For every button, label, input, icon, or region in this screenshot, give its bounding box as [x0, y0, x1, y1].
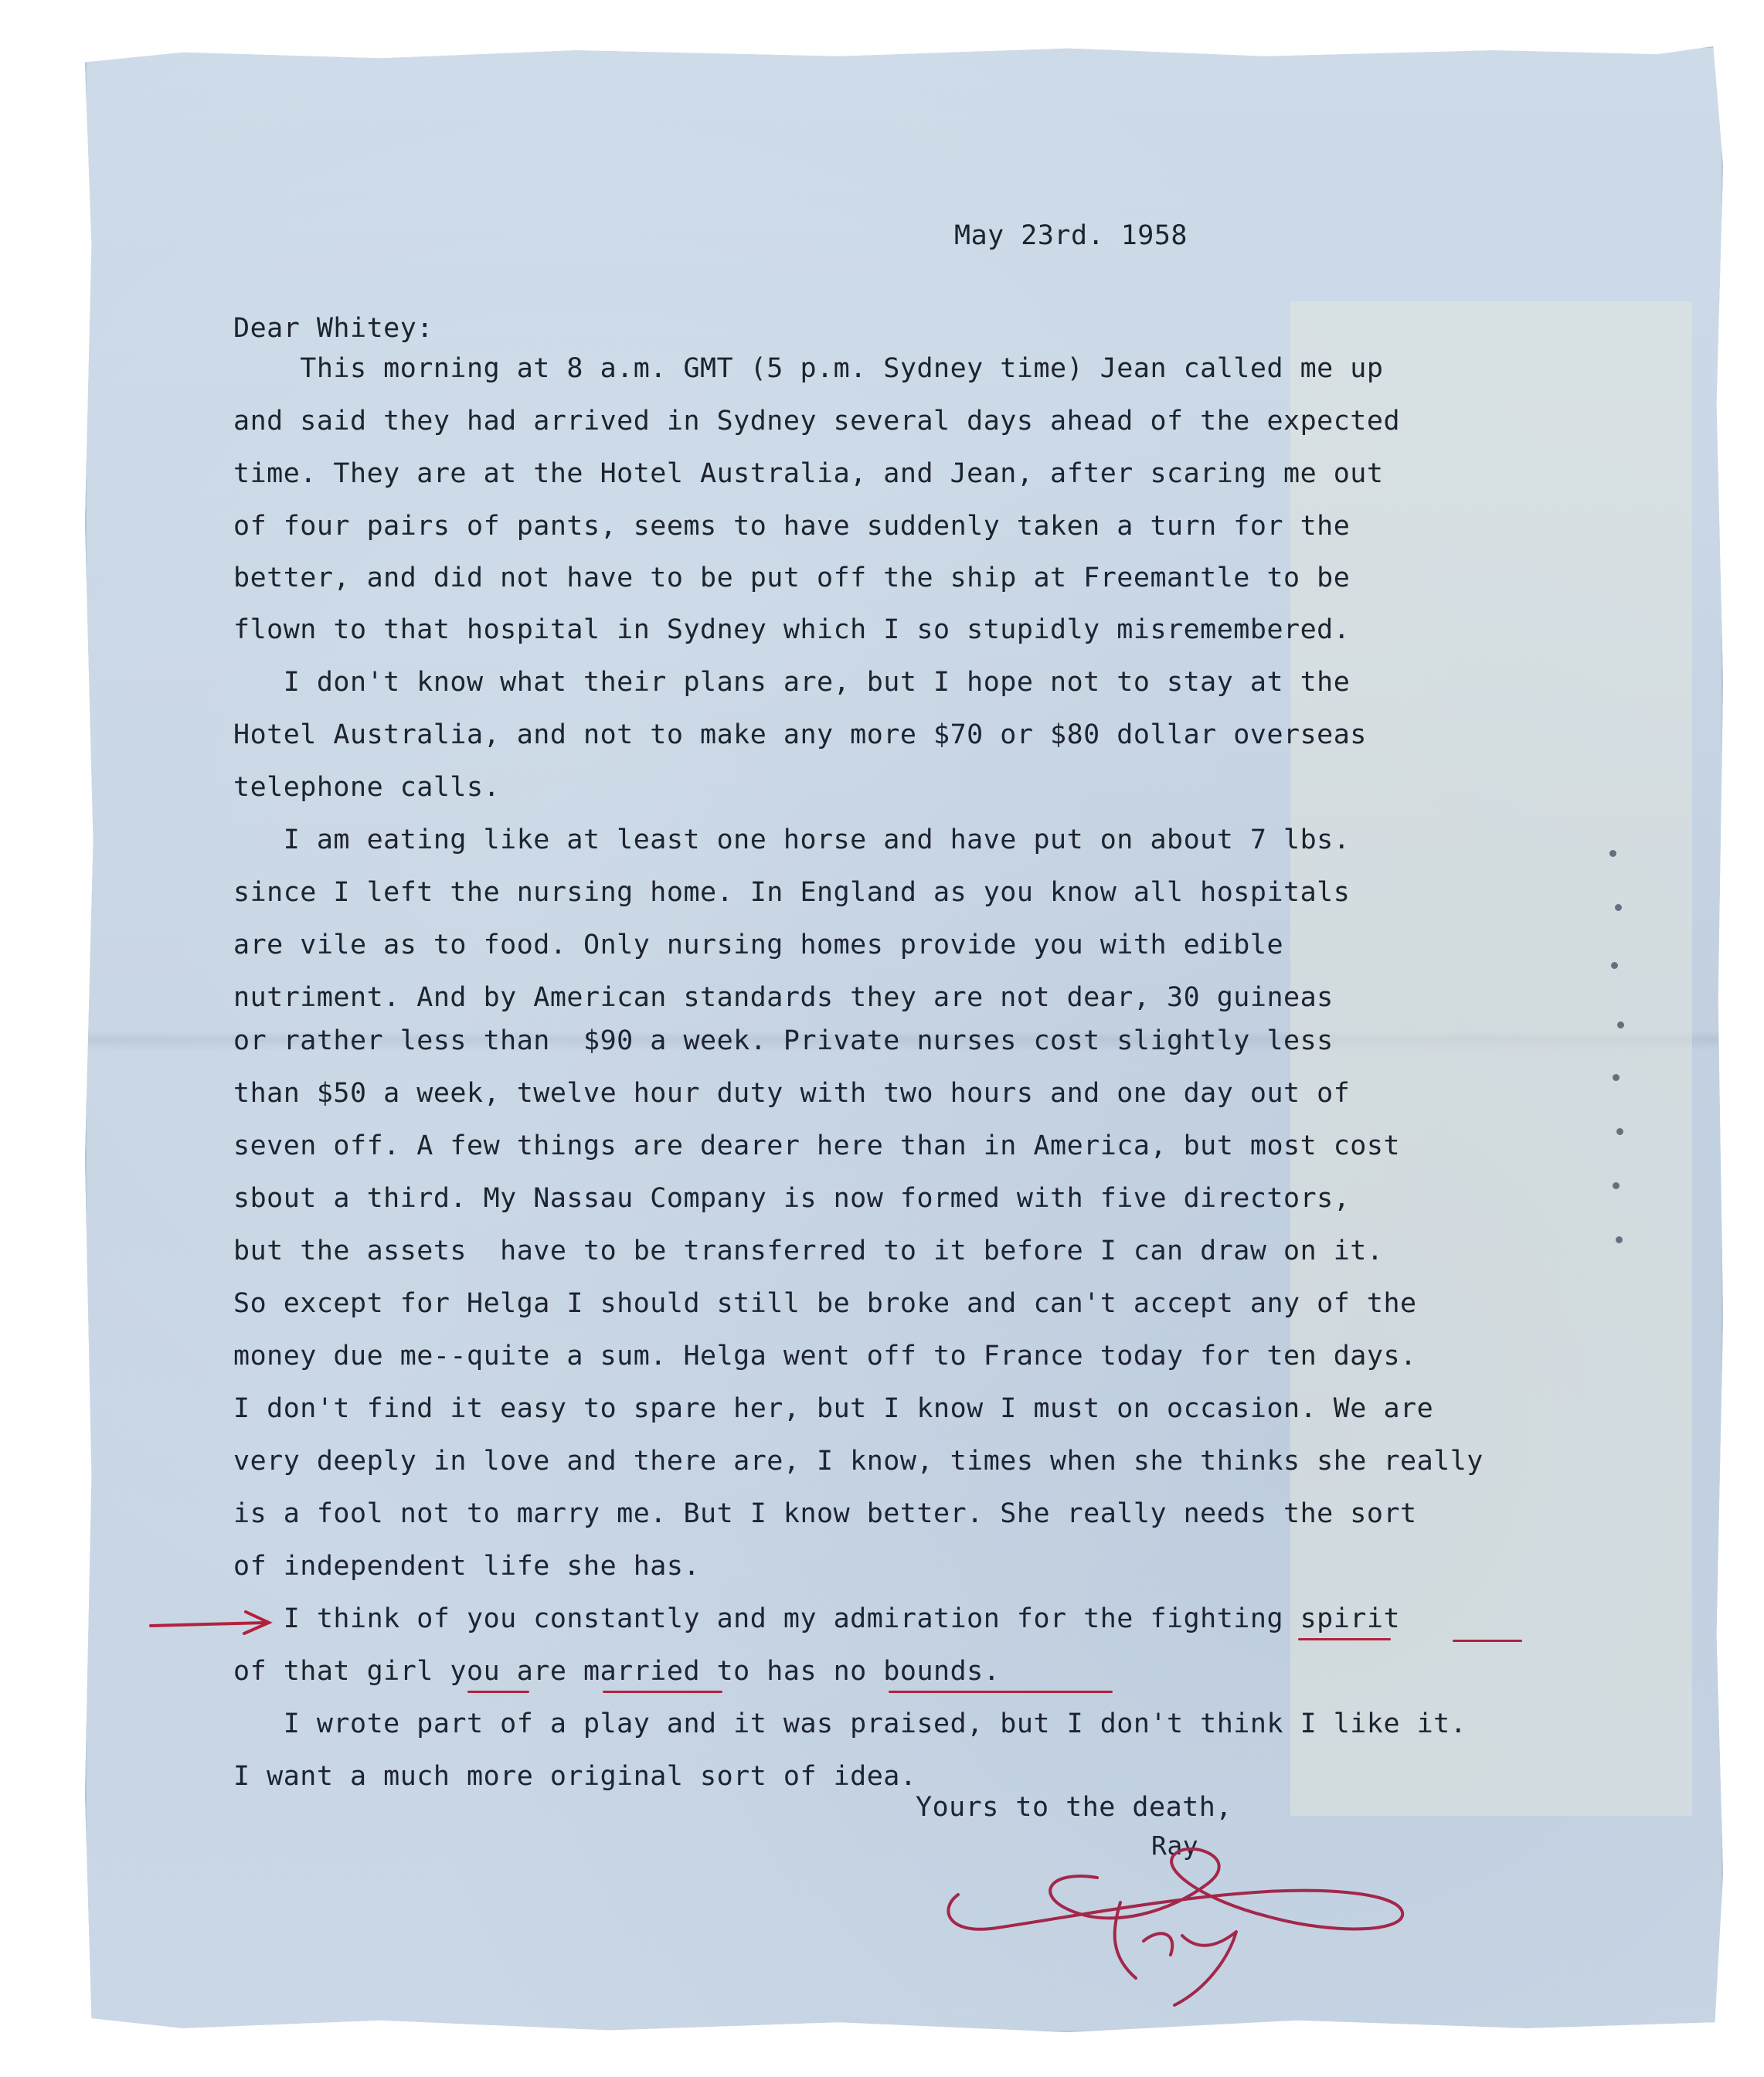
- body-line: very deeply in love and there are, I know, times when she thinks she really: [233, 1446, 1484, 1477]
- body-line: than $50 a week, twelve hour duty with two hours and one day out of: [233, 1078, 1351, 1109]
- body-line: nutriment. And by American standards they are not dear, 30 guineas: [233, 982, 1334, 1013]
- body-line: time. They are at the Hotel Australia, and Jean, after scaring me out: [233, 458, 1384, 489]
- body-line: I think of you constantly and my admiration for the fighting spirit: [233, 1603, 1401, 1634]
- body-line: of four pairs of pants, seems to have suddenly taken a turn for the: [233, 511, 1351, 542]
- body-line: seven off. A few things are dearer here than in America, but most cost: [233, 1130, 1401, 1161]
- body-line: I want a much more original sort of idea.: [233, 1761, 917, 1792]
- body-line: flown to that hospital in Sydney which I so stupidly misremembered.: [233, 614, 1351, 645]
- body-line: of independent life she has.: [233, 1551, 701, 1582]
- body-line: since I left the nursing home. In England as you know all hospitals: [233, 877, 1351, 908]
- letter-date: May 23rd. 1958: [954, 220, 1188, 251]
- body-line: or rather less than $90 a week. Private nurses cost slightly less: [233, 1025, 1334, 1056]
- typed-signature: Ray: [1151, 1831, 1199, 1861]
- body-line: are vile as to food. Only nursing homes provide you with edible: [233, 930, 1284, 960]
- body-line: I don't find it easy to spare her, but I know I must on occasion. We are: [233, 1393, 1434, 1424]
- body-line: of that girl you are married to has no bounds.: [233, 1656, 1001, 1687]
- body-line: but the assets have to be transferred to it before I can draw on it.: [233, 1236, 1384, 1266]
- body-line: better, and did not have to be put off the ship at Freemantle to be: [233, 563, 1351, 593]
- handwritten-signature-icon: [948, 1849, 1402, 2005]
- body-line: sbout a third. My Nassau Company is now formed with five directors,: [233, 1183, 1351, 1214]
- closing: Yours to the death,: [916, 1792, 1232, 1823]
- body-line: Hotel Australia, and not to make any more $70 or $80 dollar overseas: [233, 719, 1367, 750]
- body-line: is a fool not to marry me. But I know better. She really needs the sort: [233, 1498, 1417, 1529]
- body-line: telephone calls.: [233, 772, 501, 803]
- body-line: This morning at 8 a.m. GMT (5 p.m. Sydney time) Jean called me up: [233, 353, 1384, 384]
- body-line: So except for Helga I should still be broke and can't accept any of the: [233, 1288, 1417, 1319]
- body-line: I wrote part of a play and it was praised, but I don't think I like it.: [233, 1708, 1467, 1739]
- body-line: money due me--quite a sum. Helga went off to France today for ten days.: [233, 1341, 1417, 1372]
- salutation: Dear Whitey:: [233, 313, 433, 344]
- red-arrow-icon: [151, 1612, 269, 1633]
- body-line: I don't know what their plans are, but I hope not to stay at the: [233, 667, 1351, 698]
- body-line: and said they had arrived in Sydney several days ahead of the expected: [233, 406, 1401, 437]
- body-line: I am eating like at least one horse and have put on about 7 lbs.: [233, 824, 1351, 855]
